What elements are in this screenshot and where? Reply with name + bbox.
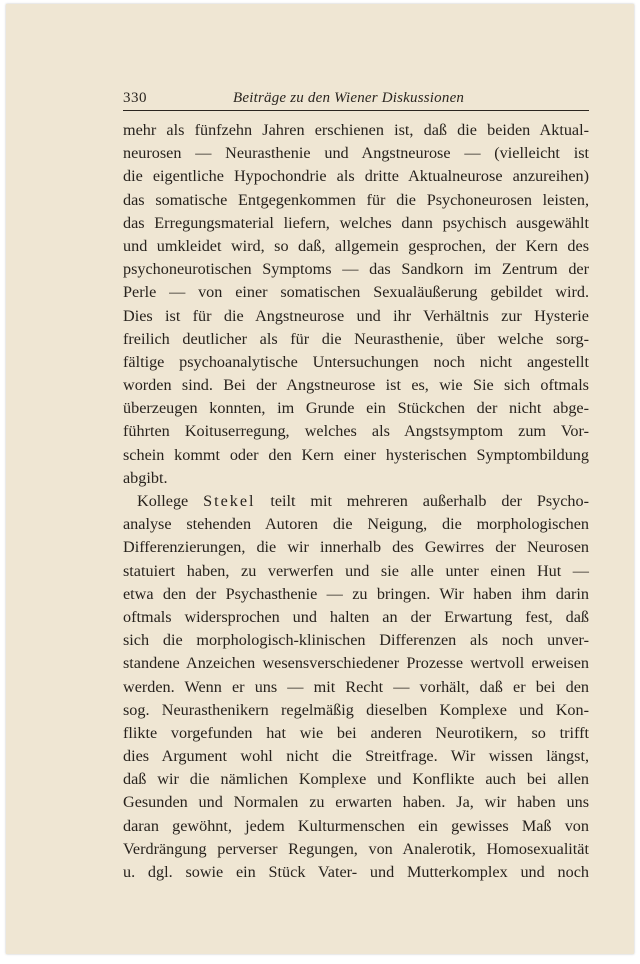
text-line: daran gewöhnt, jedem Kulturmenschen ein gewisses Maß von xyxy=(123,816,589,835)
author-name-spaced: Stekel xyxy=(203,492,256,510)
text-line: schein kommt oder den Kern einer hysterischen Symptombildung xyxy=(123,445,589,464)
text-line: Differenzierungen, die wir innerhalb des Gewirres der Neurosen xyxy=(123,538,589,557)
text-line: etwa den der Psychasthenie — zu bringen. Wir haben ihm darin xyxy=(123,584,589,603)
text-line: sich die morphologisch-klinischen Differenzen als noch unver- xyxy=(123,631,589,650)
paragraph-1 xyxy=(123,119,589,490)
text-line: Verdrängung perverser Regungen, von Analerotik, Homosexualität xyxy=(123,839,589,858)
text-line: abgibt. xyxy=(123,468,168,487)
text-line: daß wir die nämlichen Komplexe und Konflikte auch bei allen xyxy=(123,770,589,789)
text-line: neurosen — Neurasthenie und Angstneurose — (vielleicht ist xyxy=(123,144,589,163)
text-line: das Erregungsmaterial liefern, welches dann psychisch ausgewählt xyxy=(123,213,589,232)
page-number: 330 xyxy=(123,90,147,106)
text-line: überzeugen konnten, im Grunde ein Stückchen der nicht abge- xyxy=(123,399,589,418)
text-line: die eigentliche Hypochondrie als dritte Aktualneurose anzureihen) xyxy=(123,167,589,186)
text-line: analyse stehenden Autoren die Neigung, die morphologischen xyxy=(123,515,589,534)
text-line: führten Koituserregung, welches als Angstsymptom zum Vor- xyxy=(123,422,589,441)
text-line: u. dgl. sowie ein Stück Vater- und Mutterkomplex und noch xyxy=(123,863,589,881)
line-start: Kollege xyxy=(137,492,189,510)
text-line: fältige psychoanalytische Untersuchungen noch nicht angestellt xyxy=(123,352,589,371)
text-line-first xyxy=(123,490,589,513)
text-line: psychoneurotischen Symptoms — das Sandkorn im Zentrum der xyxy=(123,260,589,279)
book-page xyxy=(6,4,634,954)
text-line: und umkleidet wird, so daß, allgemein gesprochen, der Kern des xyxy=(123,236,589,255)
text-line: mehr als fünfzehn Jahren erschienen ist, daß die beiden Aktual- xyxy=(123,121,589,139)
text-line: das somatische Entgegenkommen für die Psychoneurosen leisten, xyxy=(123,190,589,209)
paragraph-2 xyxy=(123,490,589,884)
text-line: oftmals widersprochen und halten an der Erwartung fest, daß xyxy=(123,607,589,626)
line-end: teilt mit mehreren außerhalb der Psycho- xyxy=(270,492,590,510)
text-line: freilich deutlicher als für die Neurasthenie, über welche sorg- xyxy=(123,329,589,348)
text-line: statuiert haben, zu verwerfen und sie alle unter einen Hut — xyxy=(123,561,589,580)
text-line: Gesunden und Normalen zu erwarten haben. Ja, wir haben uns xyxy=(123,793,589,812)
text-line: Dies ist für die Angstneurose und ihr Verhältnis zur Hysterie xyxy=(123,306,589,325)
page-header xyxy=(123,88,589,111)
body-text xyxy=(123,119,589,884)
text-line: flikte vorgefunden hat wie bei anderen Neurotikern, so trifft xyxy=(123,723,589,742)
text-line: worden sind. Bei der Angstneurose ist es, wie Sie sich oftmals xyxy=(123,376,589,395)
text-line: dies Argument wohl nicht die Streitfrage. Wir wissen längst, xyxy=(123,747,589,766)
text-line: sog. Neurasthenikern regelmäßig dieselben Komplexe und Kon- xyxy=(123,700,589,719)
text-line: Perle — von einer somatischen Sexualäußerung gebildet wird. xyxy=(123,283,589,302)
text-line: standene Anzeichen wesensverschiedener Prozesse wertvoll erweisen xyxy=(123,654,589,673)
text-line: werden. Wenn er uns — mit Recht — vorhält, daß er bei den xyxy=(123,677,589,696)
running-title: Beiträge zu den Wiener Diskussionen xyxy=(233,90,465,106)
